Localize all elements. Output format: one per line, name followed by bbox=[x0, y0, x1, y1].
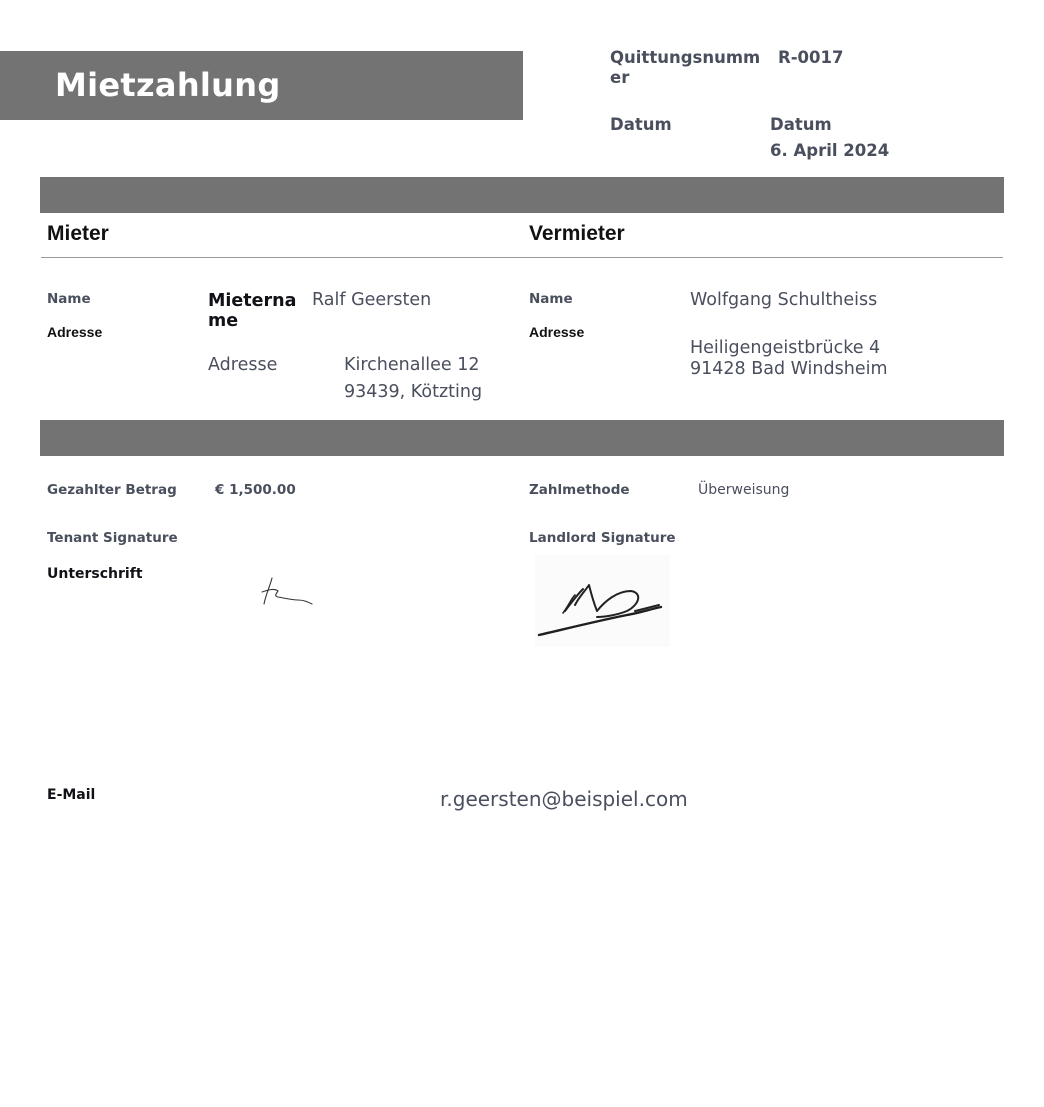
amount-label: Gezahlter Betrag bbox=[47, 482, 177, 498]
page-title: Mietzahlung bbox=[55, 66, 281, 104]
amount-value: € 1,500.00 bbox=[215, 482, 296, 498]
landlord-address-label: Adresse bbox=[529, 324, 585, 340]
tenant-name-value: Ralf Geersten bbox=[312, 290, 432, 310]
landlord-signature-label: Landlord Signature bbox=[529, 530, 676, 546]
date-value: 6. April 2024 bbox=[770, 141, 890, 160]
tenant-signature-sub-label: Unterschrift bbox=[47, 566, 143, 582]
tenant-name-label: Name bbox=[47, 291, 91, 307]
payment-method-value: Überweisung bbox=[698, 482, 790, 498]
landlord-name-label: Name bbox=[529, 291, 573, 307]
receipt-number-value: R-0017 bbox=[778, 48, 844, 67]
section-band-top bbox=[40, 177, 1004, 213]
tenant-signature-label: Tenant Signature bbox=[47, 530, 178, 546]
payment-method-label: Zahlmethode bbox=[529, 482, 630, 498]
tenant-address-label: Adresse bbox=[47, 324, 103, 340]
landlord-address-line1: Heiligengeistbrücke 4 bbox=[690, 338, 881, 358]
email-value[interactable]: r.geersten@beispiel.com bbox=[440, 787, 688, 811]
landlord-address-line2: 91428 Bad Windsheim bbox=[690, 359, 888, 379]
section-divider bbox=[41, 257, 1003, 258]
tenant-address-line1: Kirchenallee 12 bbox=[344, 355, 480, 375]
tenant-address-line2: 93439, Kötzting bbox=[344, 382, 483, 402]
landlord-section-title: Vermieter bbox=[529, 222, 625, 245]
email-label: E-Mail bbox=[47, 787, 96, 803]
date-label: Datum bbox=[610, 115, 672, 134]
date-label-secondary: Datum bbox=[770, 115, 832, 134]
landlord-signature-image bbox=[535, 555, 670, 647]
tenant-section-title: Mieter bbox=[47, 222, 109, 245]
landlord-name-value: Wolfgang Schultheiss bbox=[690, 290, 878, 310]
tenant-signature-image bbox=[258, 570, 322, 612]
section-band-payment bbox=[40, 420, 1004, 456]
receipt-number-label: Quittungsnumm er bbox=[610, 48, 761, 87]
tenant-address-field-label: Adresse bbox=[208, 355, 278, 375]
tenant-name-field-label: Mieterna me bbox=[208, 291, 297, 331]
